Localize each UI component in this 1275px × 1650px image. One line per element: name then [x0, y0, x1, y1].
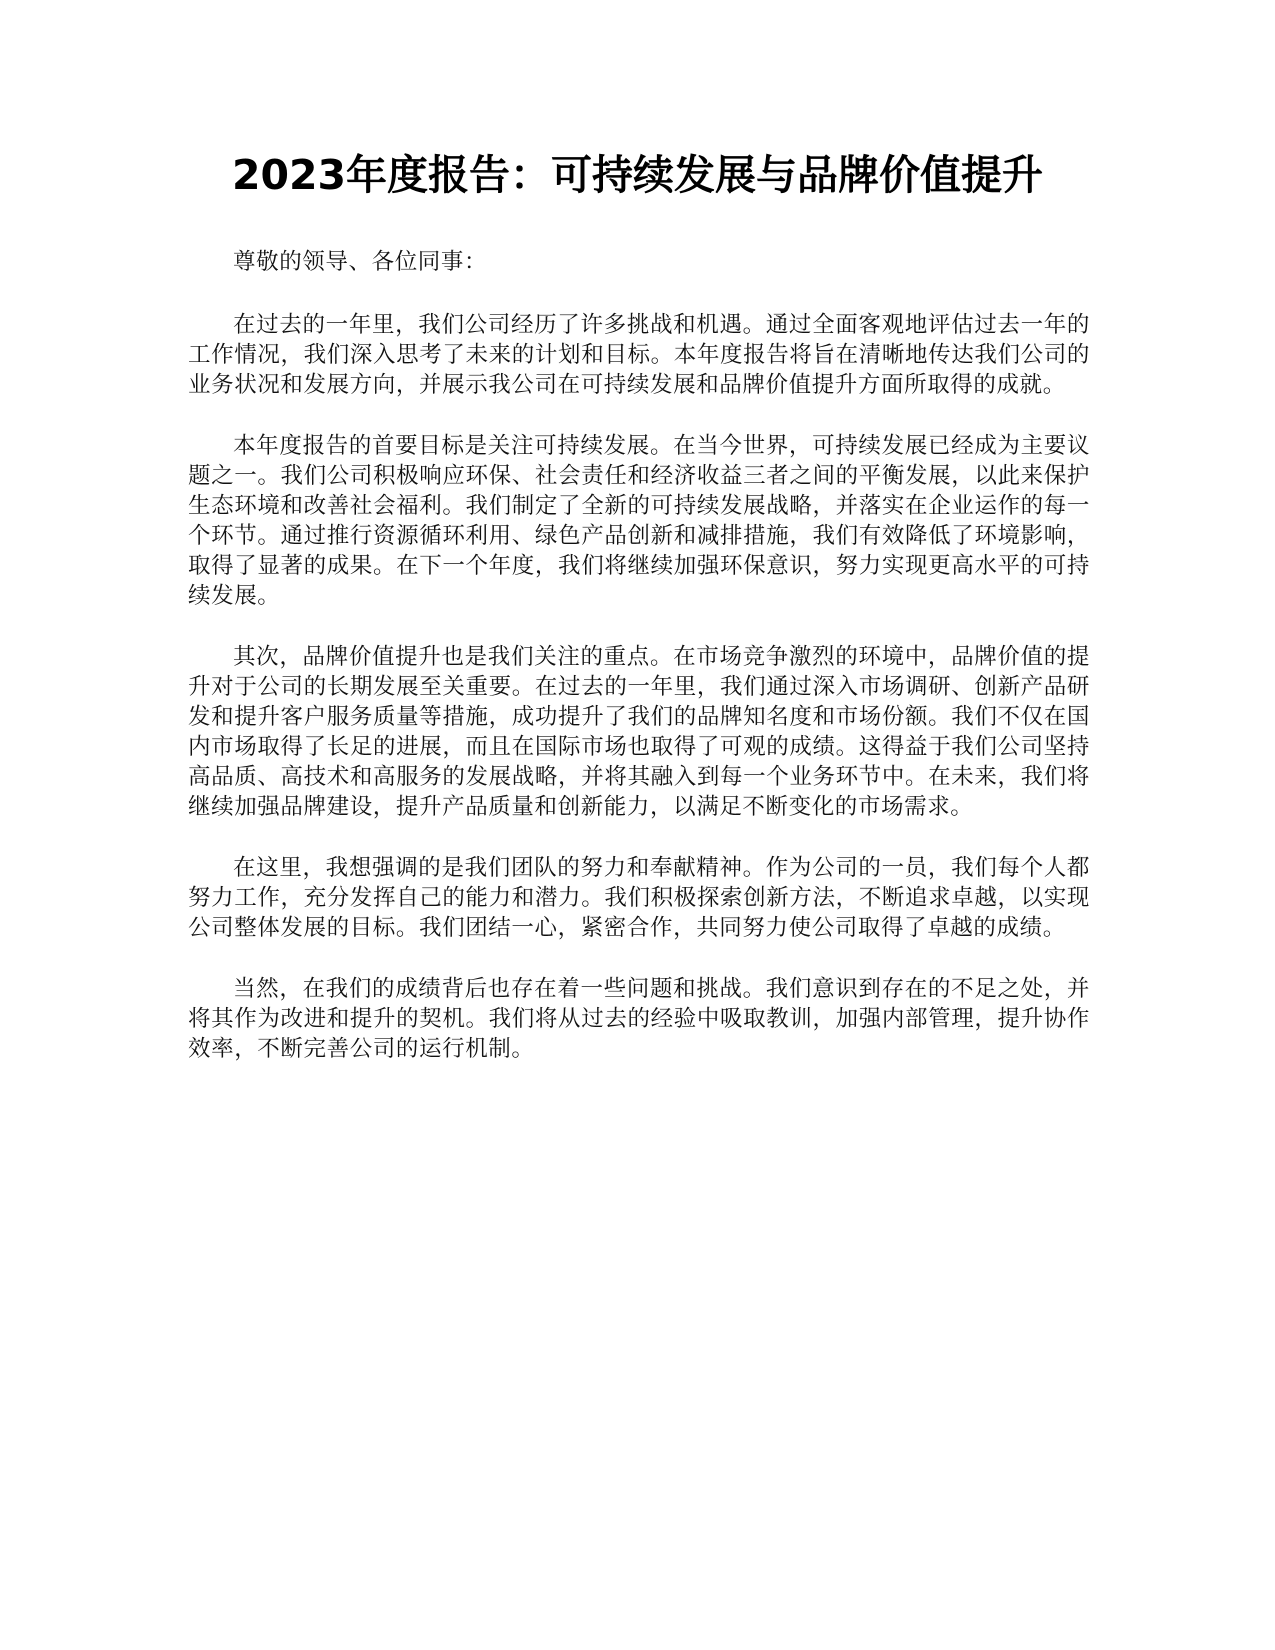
- greeting-paragraph: 尊敬的领导、各位同事：: [233, 249, 488, 275]
- body-paragraph-2: 本年度报告的首要目标是关注可持续发展。在当今世界，可持续发展已经成为主要议题之一。我们公司积极响应环保、社会责任和经济收益三者之间的平衡发展，以此来保护生态环境和改善社会福利。我们制定了全新的可持续发展战略，并落实在企业运作的每一个环节。通过推行资源循环利用、绿色产品创新和减排措施，我们有效降低了环境影响，取得了显著的成果。在下一个年度，我们将继续加强环保意识，努力实现更高水平的可持续发展。: [188, 433, 1090, 609]
- body-paragraph-3: 其次，品牌价值提升也是我们关注的重点。在市场竞争激烈的环境中，品牌价值的提升对于公司的长期发展至关重要。在过去的一年里，我们通过深入市场调研、创新产品研发和提升客户服务质量等措施，成功提升了我们的品牌知名度和市场份额。我们不仅在国内市场取得了长足的进展，而且在国际市场也取得了可观的成绩。这得益于我们公司坚持高品质、高技术和高服务的发展战略，并将其融入到每一个业务环节中。在未来，我们将继续加强品牌建设，提升产品质量和创新能力，以满足不断变化的市场需求。: [188, 644, 1090, 820]
- body-paragraph-4: 在这里，我想强调的是我们团队的努力和奉献精神。作为公司的一员，我们每个人都努力工作，充分发挥自己的能力和潜力。我们积极探索创新方法，不断追求卓越，以实现公司整体发展的目标。我们团结一心，紧密合作，共同努力使公司取得了卓越的成绩。: [188, 855, 1090, 941]
- document-title: 2023年度报告：可持续发展与品牌价值提升: [231, 151, 1044, 199]
- document-body: [188, 247, 1090, 1095]
- body-paragraph-5: 当然，在我们的成绩背后也存在着一些问题和挑战。我们意识到存在的不足之处，并将其作为改进和提升的契机。我们将从过去的经验中吸取教训，加强内部管理，提升协作效率，不断完善公司的运行机制。: [188, 976, 1090, 1062]
- body-paragraph-1: 在过去的一年里，我们公司经历了许多挑战和机遇。通过全面客观地评估过去一年的工作情况，我们深入思考了未来的计划和目标。本年度报告将旨在清晰地传达我们公司的业务状况和发展方向，并展示我公司在可持续发展和品牌价值提升方面所取得的成就。: [188, 312, 1090, 398]
